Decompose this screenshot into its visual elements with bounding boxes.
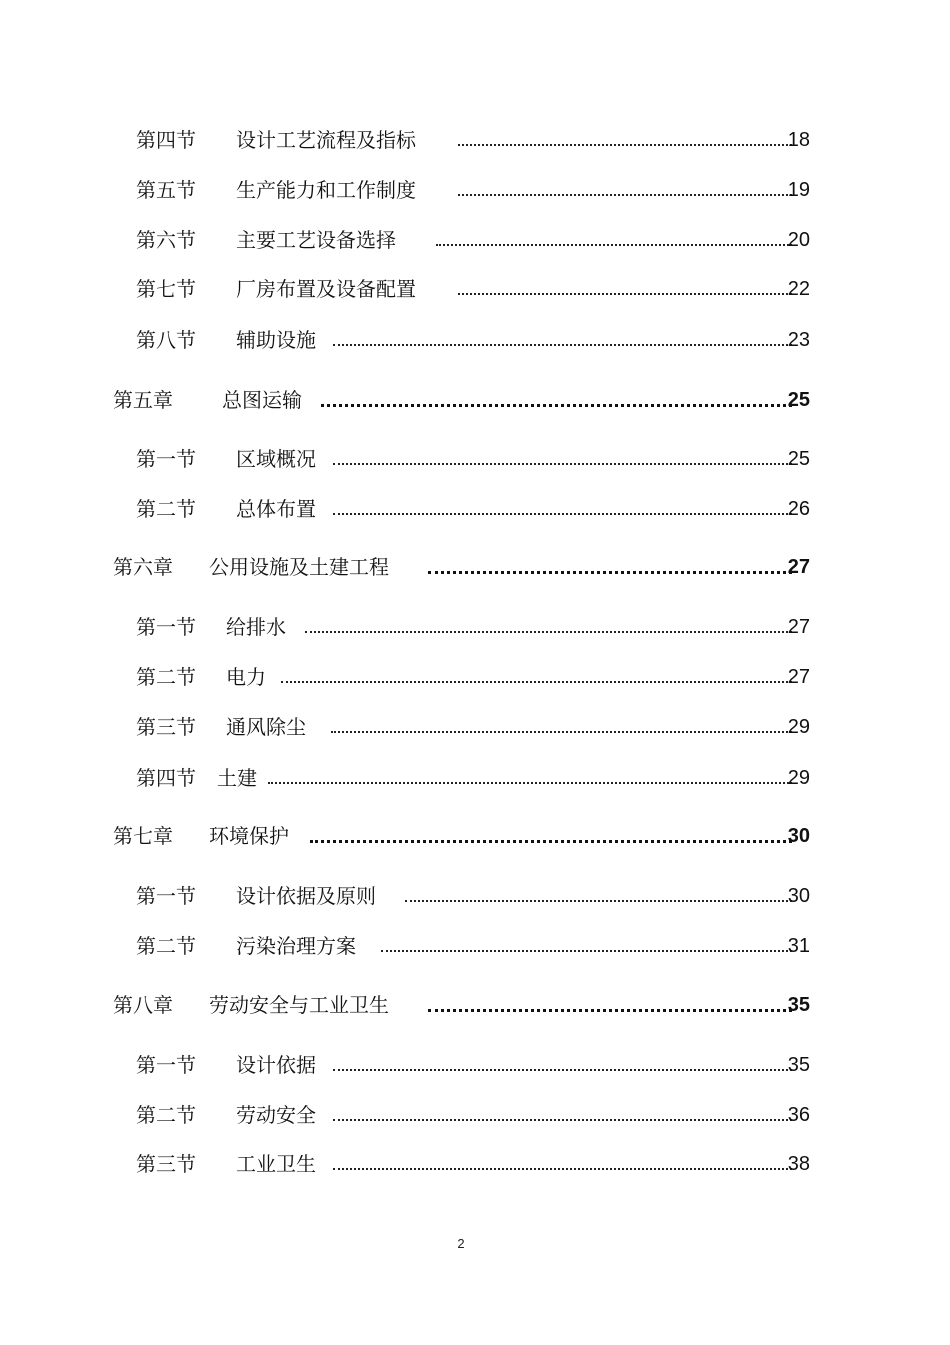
toc-entry-title: 区域概况 [236,447,316,471]
toc-entry-title: 劳动安全 [236,1103,316,1127]
toc-entry-label: 第二节 [136,497,196,521]
toc-entry-page: 25 [787,448,810,470]
toc-leader-dots [333,1119,792,1121]
toc-entry-title: 厂房布置及设备配置 [236,277,416,301]
toc-chapter-page: 30 [787,825,810,847]
toc-chapter-label: 第七章 [113,824,173,848]
toc-entry-title: 主要工艺设备选择 [236,228,396,252]
page-number: 2 [457,1236,465,1251]
toc-entry-page: 20 [787,229,810,251]
toc-entry-page: 38 [787,1153,810,1175]
toc-entry[interactable] [0,712,950,742]
toc-leader-dots [458,194,792,196]
toc-entry-label: 第八节 [136,328,196,352]
toc-entry-page: 19 [787,179,810,201]
toc-leader-dots [333,1069,792,1071]
toc-leader-dots [333,344,792,346]
toc-chapter-page: 25 [787,389,810,411]
toc-leader-dots [381,950,792,952]
toc-chapter-label: 第八章 [113,993,173,1017]
toc-entry[interactable] [0,125,950,155]
toc-entry-label: 第四节 [136,766,196,790]
toc-entry[interactable] [0,494,950,524]
toc-entry-title: 生产能力和工作制度 [236,178,416,202]
toc-entry-label: 第三节 [136,1152,196,1176]
toc-chapter-label: 第六章 [113,555,173,579]
toc-entry-page: 27 [787,666,810,688]
toc-leader-dots [331,731,792,733]
toc-entry-label: 第一节 [136,1053,196,1077]
toc-entry[interactable] [0,881,950,911]
toc-entry[interactable] [0,763,950,793]
toc-entry-page: 36 [787,1104,810,1126]
toc-chapter-label: 第五章 [113,388,173,412]
toc-entry-label: 第四节 [136,128,196,152]
toc-entry-page: 26 [787,498,810,520]
toc-entry[interactable] [0,225,950,255]
toc-leader-dots [436,244,792,246]
toc-entry[interactable] [0,1050,950,1080]
toc-entry-title: 工业卫生 [236,1152,316,1176]
toc-leader-dots [428,571,792,574]
toc-chapter-page: 27 [787,556,810,578]
toc-chapter-title: 劳动安全与工业卫生 [209,993,389,1017]
toc-entry-label: 第一节 [136,447,196,471]
toc-entry-page: 22 [787,278,810,300]
toc-entry[interactable] [0,274,950,304]
toc-leader-dots [305,631,792,633]
toc-entry-label: 第二节 [136,934,196,958]
toc-entry-title: 电力 [226,665,266,689]
toc-entry-page: 30 [787,885,810,907]
toc-entry-title: 总体布置 [236,497,316,521]
toc-entry-label: 第二节 [136,1103,196,1127]
toc-entry-title: 设计工艺流程及指标 [236,128,416,152]
toc-leader-dots [333,1168,792,1170]
toc-chapter[interactable] [0,821,950,851]
toc-entry-label: 第六节 [136,228,196,252]
toc-entry-label: 第二节 [136,665,196,689]
toc-entry-page: 27 [787,616,810,638]
toc-chapter[interactable] [0,385,950,415]
toc-entry-page: 29 [787,767,810,789]
toc-entry-label: 第一节 [136,615,196,639]
toc-entry-title: 污染治理方案 [236,934,356,958]
toc-chapter[interactable] [0,552,950,582]
toc-leader-dots [268,782,792,784]
toc-entry[interactable] [0,325,950,355]
toc-entry-label: 第一节 [136,884,196,908]
toc-leader-dots [310,840,792,843]
toc-chapter[interactable] [0,990,950,1020]
toc-entry-label: 第五节 [136,178,196,202]
toc-entry-title: 设计依据 [236,1053,316,1077]
toc-chapter-title: 环境保护 [209,824,289,848]
toc-entry-title: 土建 [217,766,257,790]
toc-entry-title: 给排水 [226,615,286,639]
toc-entry-page: 35 [787,1054,810,1076]
toc-leader-dots [458,144,792,146]
toc-leader-dots [428,1009,792,1012]
toc-entry-page: 18 [787,129,810,151]
toc-entry-title: 设计依据及原则 [236,884,376,908]
toc-entry-page: 31 [787,935,810,957]
toc-chapter-title: 总图运输 [222,388,302,412]
toc-leader-dots [405,900,792,902]
toc-entry[interactable] [0,1100,950,1130]
toc-leader-dots [333,513,792,515]
toc-leader-dots [321,404,792,407]
toc-entry[interactable] [0,612,950,642]
toc-entry[interactable] [0,444,950,474]
toc-entry[interactable] [0,931,950,961]
toc-entry-label: 第三节 [136,715,196,739]
toc-entry-title: 辅助设施 [236,328,316,352]
toc-leader-dots [458,293,792,295]
toc-entry[interactable] [0,1149,950,1179]
toc-entry[interactable] [0,662,950,692]
toc-entry-label: 第七节 [136,277,196,301]
toc-chapter-page: 35 [787,994,810,1016]
toc-leader-dots [333,463,792,465]
toc-leader-dots [281,681,792,683]
toc-entry-title: 通风除尘 [226,715,306,739]
toc-chapter-title: 公用设施及土建工程 [209,555,389,579]
toc-entry-page: 29 [787,716,810,738]
toc-entry-page: 23 [787,329,810,351]
toc-entry[interactable] [0,175,950,205]
